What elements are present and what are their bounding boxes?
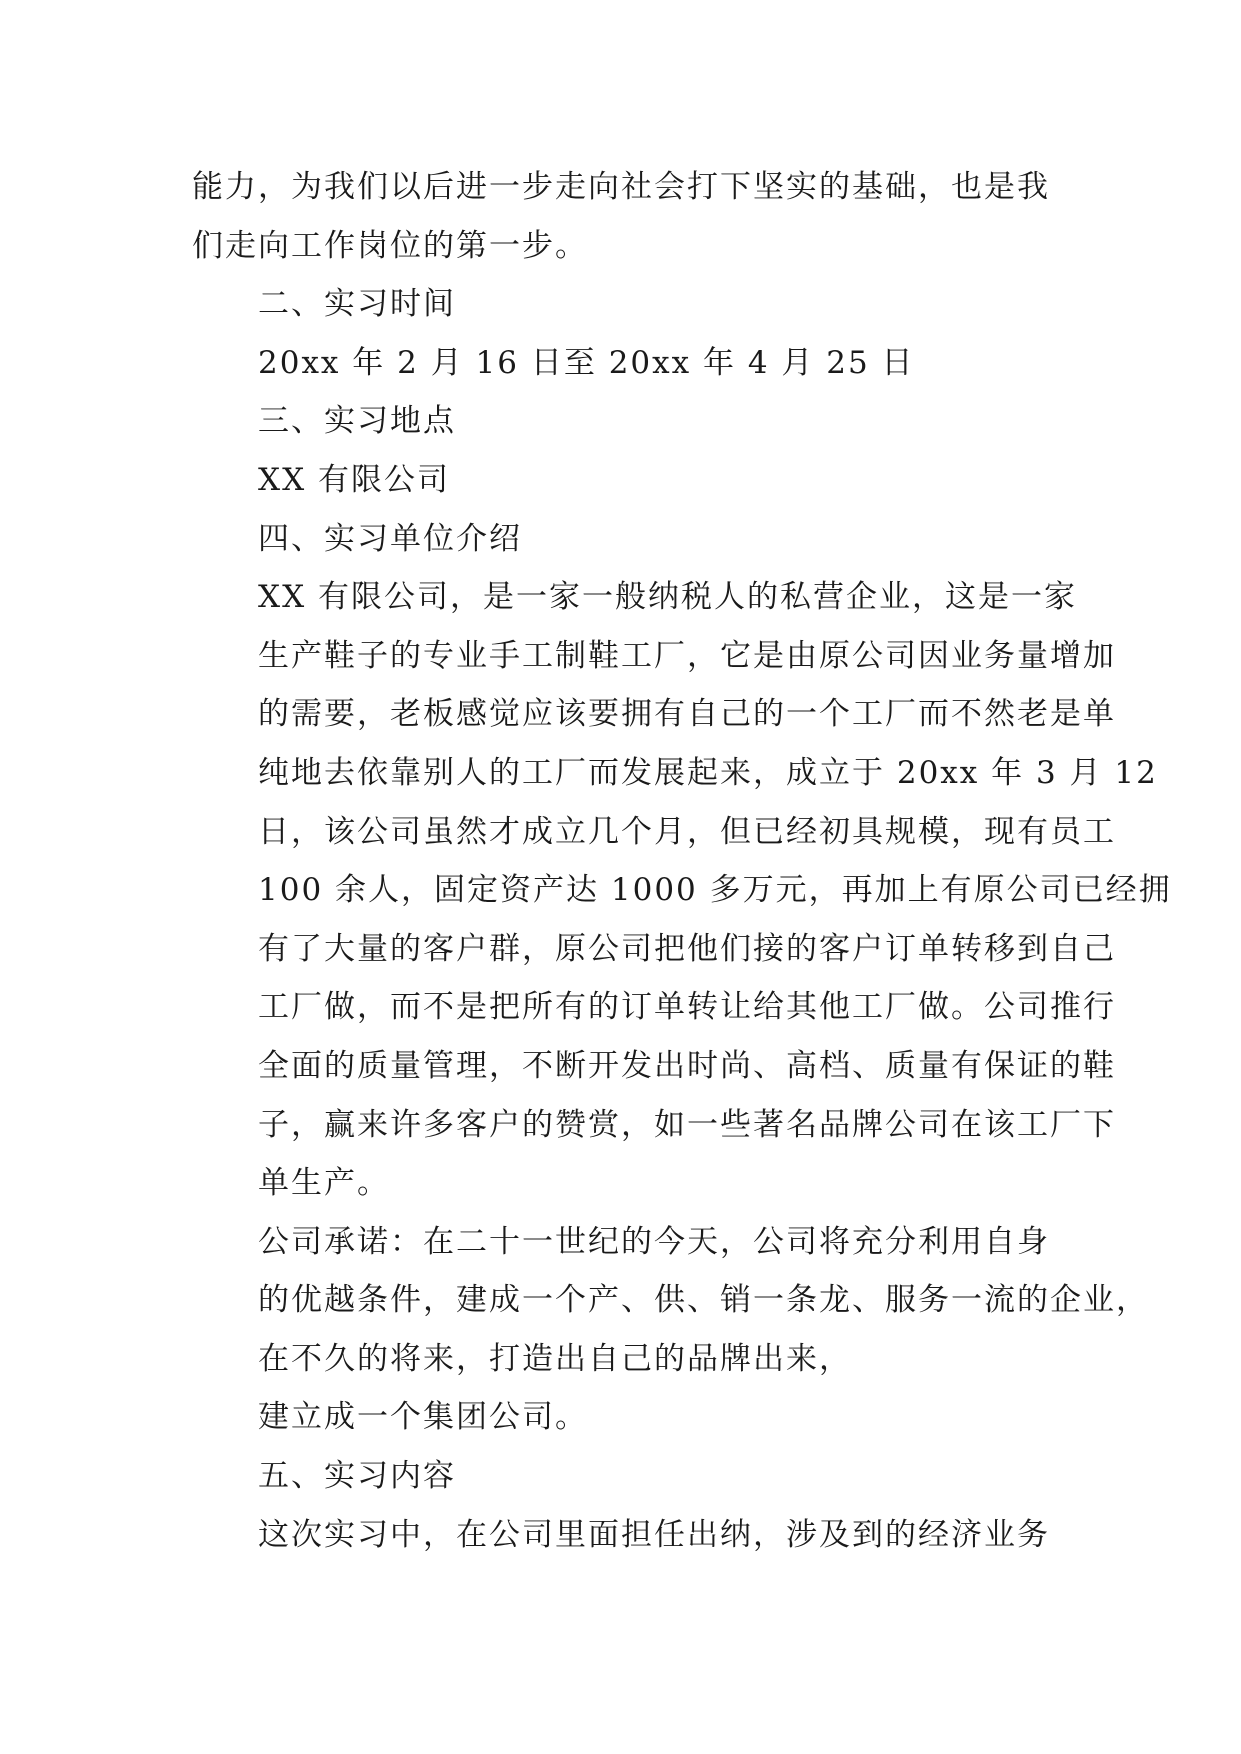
paragraph-h-content xyxy=(192,1447,1052,1506)
text-line: 公司承诺：在二十一世纪的今天，公司将充分利用自身 xyxy=(258,1223,1050,1260)
text-line: 全面的质量管理，不断开发出时尚、高档、质量有保证的鞋 xyxy=(258,1047,1116,1084)
text-line: 生产鞋子的专业手工制鞋工厂，它是由原公司因业务量增加 xyxy=(258,637,1116,674)
paragraph-p-cont xyxy=(192,158,1052,275)
text-line: 这次实习中，在公司里面担任出纳，涉及到的经济业务 xyxy=(258,1516,1050,1553)
text-line: 的需要，老板感觉应该要拥有自己的一个工厂而不然老是单 xyxy=(258,696,1116,733)
paragraph-p-time xyxy=(192,334,1052,393)
text-line: 有了大量的客户群，原公司把他们接的客户订单转移到自己 xyxy=(258,930,1116,967)
text-line: 在不久的将来，打造出自己的品牌出来， xyxy=(258,1340,852,1377)
text-line: 建立成一个集团公司。 xyxy=(258,1399,588,1436)
text-line: 五、实习内容 xyxy=(258,1458,456,1495)
text-line: 二、实习时间 xyxy=(258,286,456,323)
text-line: 工厂做，而不是把所有的订单转让给其他工厂做。公司推行 xyxy=(258,989,1116,1026)
paragraph-p-place xyxy=(192,451,1052,510)
paragraph-h-unit xyxy=(192,510,1052,569)
text-line: 子，赢来许多客户的赞赏，如一些著名品牌公司在该工厂下 xyxy=(258,1106,1116,1143)
text-line: 三、实习地点 xyxy=(258,403,456,440)
paragraph-p-group xyxy=(192,1388,1052,1447)
text-line: 能力，为我们以后进一步走向社会打下坚实的基础，也是我 xyxy=(192,169,1050,205)
paragraph-p-unit xyxy=(192,568,1172,1213)
text-line: 单生产。 xyxy=(258,1165,390,1202)
text-line: 20xx 年 2 月 16 日至 20xx 年 4 月 25 日 xyxy=(258,344,915,381)
text-line: 的优越条件，建成一个产、供、销一条龙、服务一流的企业， xyxy=(258,1282,1149,1319)
paragraph-h-place xyxy=(192,392,1052,451)
document-body xyxy=(192,158,1172,1564)
text-line: 纯地去依靠别人的工厂而发展起来，成立于 20xx 年 3 月 12 xyxy=(258,754,1158,791)
text-line: 日，该公司虽然才成立几个月，但已经初具规模，现有员工 xyxy=(258,813,1116,850)
text-line: 们走向工作岗位的第一步。 xyxy=(192,227,588,264)
text-line: 100 余人，固定资产达 1000 多万元，再加上有原公司已经拥 xyxy=(258,872,1172,909)
paragraph-h-time xyxy=(192,275,1052,334)
text-line: XX 有限公司 xyxy=(258,461,450,498)
paragraph-p-promise xyxy=(192,1213,1149,1389)
paragraph-p-content xyxy=(192,1506,1052,1565)
text-line: 四、实习单位介绍 xyxy=(258,520,522,557)
text-line: XX 有限公司，是一家一般纳税人的私营企业，这是一家 xyxy=(258,579,1077,616)
